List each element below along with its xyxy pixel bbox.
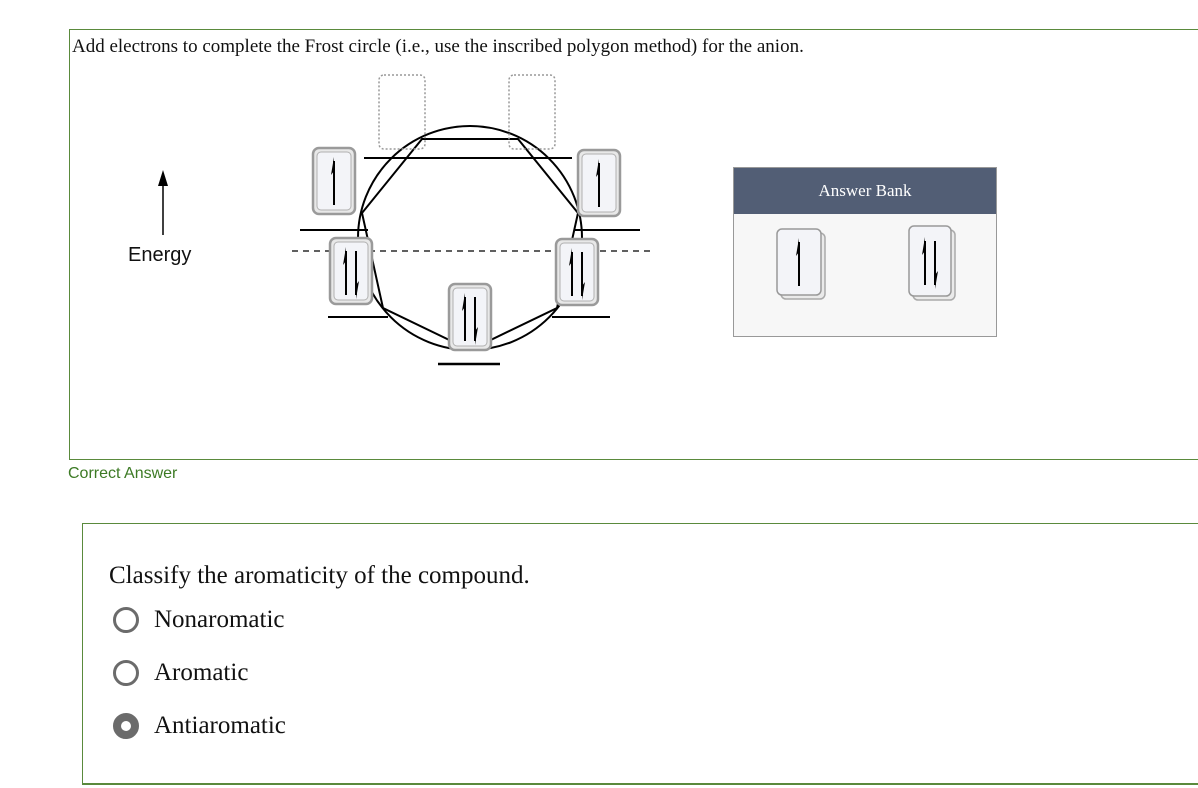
option-aromatic[interactable] [113, 659, 248, 687]
paired-electron-tile-lower-left[interactable] [330, 238, 372, 304]
option-nonaromatic[interactable] [113, 606, 285, 634]
correct-answer-status: Correct Answer [68, 465, 178, 482]
question-2-panel [82, 523, 1198, 785]
answer-bank-single-electron[interactable] [776, 228, 828, 302]
option-label: Nonaromatic [154, 606, 285, 633]
energy-axis-label: Energy [128, 244, 192, 266]
answer-bank [733, 167, 997, 337]
option-label: Antiaromatic [154, 712, 286, 739]
radio-unchecked-icon[interactable] [113, 607, 139, 633]
question-1-panel [69, 29, 1198, 460]
option-antiaromatic[interactable] [113, 712, 286, 740]
single-electron-tile-upper-left[interactable] [313, 148, 355, 214]
paired-electron-tile-lower-right[interactable] [556, 239, 598, 305]
option-label: Aromatic [154, 659, 249, 686]
empty-drop-zone-right[interactable] [509, 75, 555, 149]
single-electron-tile-upper-right[interactable] [578, 150, 620, 216]
answer-bank-paired-electrons[interactable] [908, 225, 960, 303]
energy-arrow-icon [158, 170, 168, 235]
answer-bank-title: Answer Bank [734, 168, 996, 214]
radio-unchecked-icon[interactable] [113, 660, 139, 686]
question-2-prompt: Classify the aromaticity of the compound. [109, 562, 530, 589]
question-1-prompt: Add electrons to complete the Frost circle (i.e., use the inscribed polygon method) for the anion. [72, 36, 804, 57]
frost-circle-diagram [70, 30, 1198, 461]
radio-checked-icon[interactable] [113, 713, 139, 739]
paired-electron-tile-lowest[interactable] [449, 284, 491, 350]
